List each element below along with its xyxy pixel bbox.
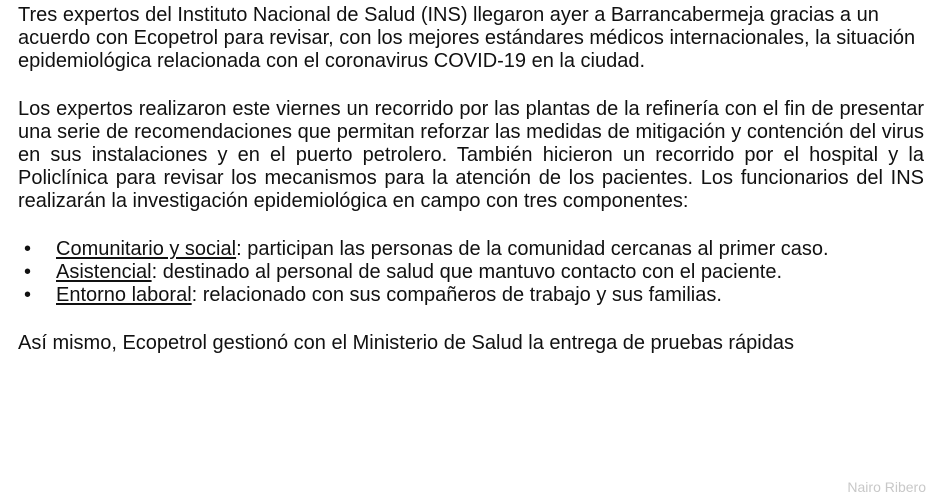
components-list [18, 238, 924, 307]
list-item [18, 284, 924, 307]
list-item-term: Comunitario y social [56, 238, 237, 260]
bullet-icon: • [24, 261, 32, 283]
list-item-text: : participan las personas de la comunidad cercanas al primer caso. [236, 238, 829, 260]
paragraph-inspection: Los expertos realizaron este viernes un recorrido por las plantas de la refinería con el fin de presentar una serie de recomendaciones que permitan reforzar las medidas de mitigación y contención del virus en sus instalaciones y en el puerto petrolero. También hicieron un recorrido por el hospital y la Policlínica para revisar los mecanismos para la atención de los pacientes. Los funcionarios del INS realizarán la investigación epidemiológica en campo con tres componentes: [18, 98, 924, 212]
paragraph-intro: Tres expertos del Instituto Nacional de Salud (INS) llegaron ayer a Barrancabermeja gracias a un acuerdo con Ecopetrol para revisar, con los mejores estándares médicos internacionales, la situación epidemiológica relacionada con el coronavirus COVID-19 en la ciudad. [18, 4, 916, 72]
document-body [18, 4, 924, 380]
bullet-icon: • [24, 284, 32, 306]
watermark: Nairo Ribero [847, 479, 926, 495]
list-item [18, 261, 924, 284]
list-item-text: : relacionado con sus compañeros de trabajo y sus familias. [191, 284, 722, 306]
list-item [18, 238, 924, 261]
list-item-term: Entorno laboral [56, 284, 192, 306]
paragraph-closing: Así mismo, Ecopetrol gestionó con el Ministerio de Salud la entrega de pruebas rápidas [18, 332, 794, 354]
list-item-term: Asistencial [56, 261, 152, 283]
bullet-icon: • [24, 238, 32, 260]
list-item-text: : destinado al personal de salud que mantuvo contacto con el paciente. [151, 261, 783, 283]
